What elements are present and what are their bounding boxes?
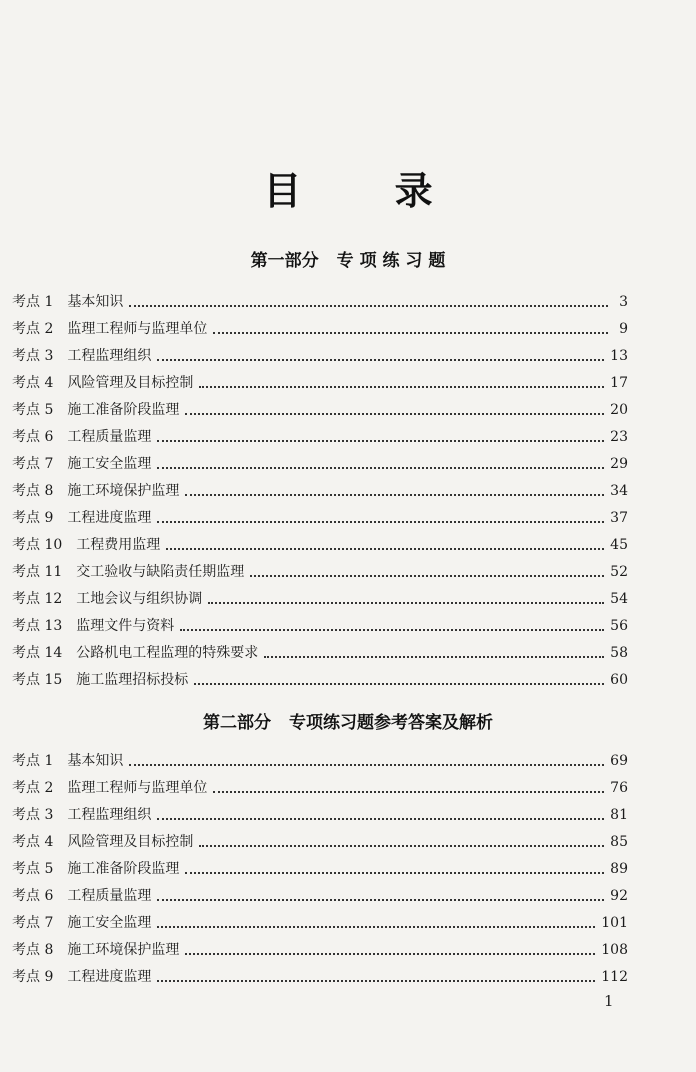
dot-leader [157,521,604,523]
toc-entry-number: 考点 13 [12,618,63,634]
toc-entry[interactable] [12,311,628,338]
toc-entry-page: 17 [610,375,628,391]
toc-entry-page: 89 [610,861,628,877]
part-2-heading [0,708,696,733]
toc-entry-number: 考点 11 [12,564,63,580]
toc-entry-number: 考点 4 [12,834,54,850]
toc-entry[interactable] [12,770,628,797]
toc-entry-title: 施工准备阶段监理 [67,402,180,418]
dot-leader [194,683,604,685]
toc-entry-number: 考点 14 [12,645,63,661]
toc-entry-page: 101 [601,915,628,931]
toc-entry-title: 基本知识 [67,753,124,769]
dot-leader [199,845,604,847]
page-title: 目 录 [263,168,473,213]
part-2-heading-title: 专项练习题参考答案及解析 [289,713,493,733]
dot-leader [250,575,604,577]
toc-entry-number: 考点 8 [12,942,54,958]
dot-leader [199,386,604,388]
toc-entry-title: 工程监理组织 [67,348,152,364]
toc-entry-title: 风险管理及目标控制 [67,375,194,391]
toc-entry-number: 考点 10 [12,537,63,553]
toc-entry-page: 76 [610,780,628,796]
toc-entry[interactable] [12,959,628,986]
toc-entry[interactable] [12,338,628,365]
toc-entry[interactable] [12,446,628,473]
toc-entry-page: 29 [610,456,628,472]
dot-leader [213,332,608,334]
toc-entry-title: 交工验收与缺陷责任期监理 [76,564,245,580]
toc-entry[interactable] [12,851,628,878]
toc-entry-page: 3 [619,294,628,310]
toc-entry-title: 公路机电工程监理的特殊要求 [76,645,259,661]
toc-entry-number: 考点 6 [12,429,54,445]
toc-entry-title: 工地会议与组织协调 [76,591,203,607]
dot-leader [166,548,604,550]
toc-entry-title: 风险管理及目标控制 [67,834,194,850]
toc-entry-page: 52 [610,564,628,580]
toc-entry-number: 考点 7 [12,456,54,472]
toc-entry-number: 考点 8 [12,483,54,499]
part-1-heading-title: 专 项 练 习 题 [336,251,446,271]
toc-entry-title: 施工准备阶段监理 [67,861,180,877]
toc-entry[interactable] [12,905,628,932]
toc-entry-page: 13 [610,348,628,364]
toc-entry[interactable] [12,581,628,608]
part-1-heading-label: 第一部分 [250,251,319,271]
toc-entry-title: 施工环境保护监理 [67,483,180,499]
toc-entry-page: 9 [619,321,628,337]
dot-leader [129,305,608,307]
toc-entry-number: 考点 5 [12,861,54,877]
toc-entry[interactable] [12,473,628,500]
toc-entry-number: 考点 1 [12,294,54,310]
dot-leader [157,899,604,901]
toc-entry-title: 监理工程师与监理单位 [67,780,208,796]
toc-entry-number: 考点 9 [12,969,54,985]
toc-entry-page: 45 [610,537,628,553]
toc-entry-page: 54 [610,591,628,607]
dot-leader [185,872,604,874]
toc-entry[interactable] [12,554,628,581]
toc-entry-page: 23 [610,429,628,445]
toc-entry[interactable] [12,527,628,554]
toc-entry-title: 施工安全监理 [67,915,152,931]
toc-entry-page: 37 [610,510,628,526]
toc-entry-page: 60 [610,672,628,688]
dot-leader [157,467,604,469]
page-number: 1 [604,992,614,1010]
dot-leader [157,818,604,820]
toc-entry[interactable] [12,932,628,959]
part-1-entries [12,284,628,689]
dot-leader [157,440,604,442]
toc-entry-number: 考点 4 [12,375,54,391]
toc-entry-title: 工程进度监理 [67,969,152,985]
dot-leader [264,656,604,658]
toc-entry[interactable] [12,392,628,419]
part-1-heading [0,246,696,271]
toc-entry-page: 20 [610,402,628,418]
toc-entry[interactable] [12,419,628,446]
toc-entry-title: 监理文件与资料 [76,618,175,634]
toc-entry-title: 施工环境保护监理 [67,942,180,958]
toc-entry[interactable] [12,824,628,851]
toc-entry-number: 考点 5 [12,402,54,418]
toc-entry-number: 考点 12 [12,591,63,607]
toc-entry[interactable] [12,608,628,635]
dot-leader [180,629,604,631]
toc-entry[interactable] [12,365,628,392]
toc-entry-page: 92 [610,888,628,904]
dot-leader [129,764,604,766]
toc-entry-page: 81 [610,807,628,823]
dot-leader [213,791,604,793]
toc-entry-page: 112 [601,969,628,985]
part-2-entries [12,743,628,986]
toc-entry[interactable] [12,743,628,770]
toc-entry-number: 考点 7 [12,915,54,931]
toc-entry-number: 考点 15 [12,672,63,688]
toc-entry[interactable] [12,878,628,905]
toc-entry-title: 工程进度监理 [67,510,152,526]
toc-entry-page: 56 [610,618,628,634]
toc-entry-number: 考点 9 [12,510,54,526]
dot-leader [185,953,595,955]
toc-entry[interactable] [12,797,628,824]
toc-entry[interactable] [12,635,628,662]
toc-entry-title: 工程质量监理 [67,429,152,445]
toc-entry-page: 108 [601,942,628,958]
dot-leader [208,602,604,604]
toc-entry-page: 69 [610,753,628,769]
toc-entry-number: 考点 3 [12,807,54,823]
toc-entry-title: 工程质量监理 [67,888,152,904]
toc-entry[interactable] [12,500,628,527]
toc-entry-title: 施工监理招标投标 [76,672,189,688]
toc-entry-title: 监理工程师与监理单位 [67,321,208,337]
toc-entry-page: 58 [610,645,628,661]
toc-entry-title: 工程监理组织 [67,807,152,823]
toc-entry-number: 考点 2 [12,321,54,337]
toc-entry[interactable] [12,284,628,311]
toc-entry-title: 基本知识 [67,294,124,310]
toc-entry-title: 施工安全监理 [67,456,152,472]
dot-leader [157,926,595,928]
toc-entry-title: 工程费用监理 [76,537,161,553]
toc-entry-number: 考点 2 [12,780,54,796]
toc-entry[interactable] [12,662,628,689]
dot-leader [185,413,604,415]
dot-leader [185,494,604,496]
toc-entry-page: 85 [610,834,628,850]
dot-leader [157,980,595,982]
toc-entry-number: 考点 1 [12,753,54,769]
toc-entry-number: 考点 6 [12,888,54,904]
toc-entry-number: 考点 3 [12,348,54,364]
part-2-heading-label: 第二部分 [203,713,271,733]
toc-entry-page: 34 [610,483,628,499]
dot-leader [157,359,604,361]
